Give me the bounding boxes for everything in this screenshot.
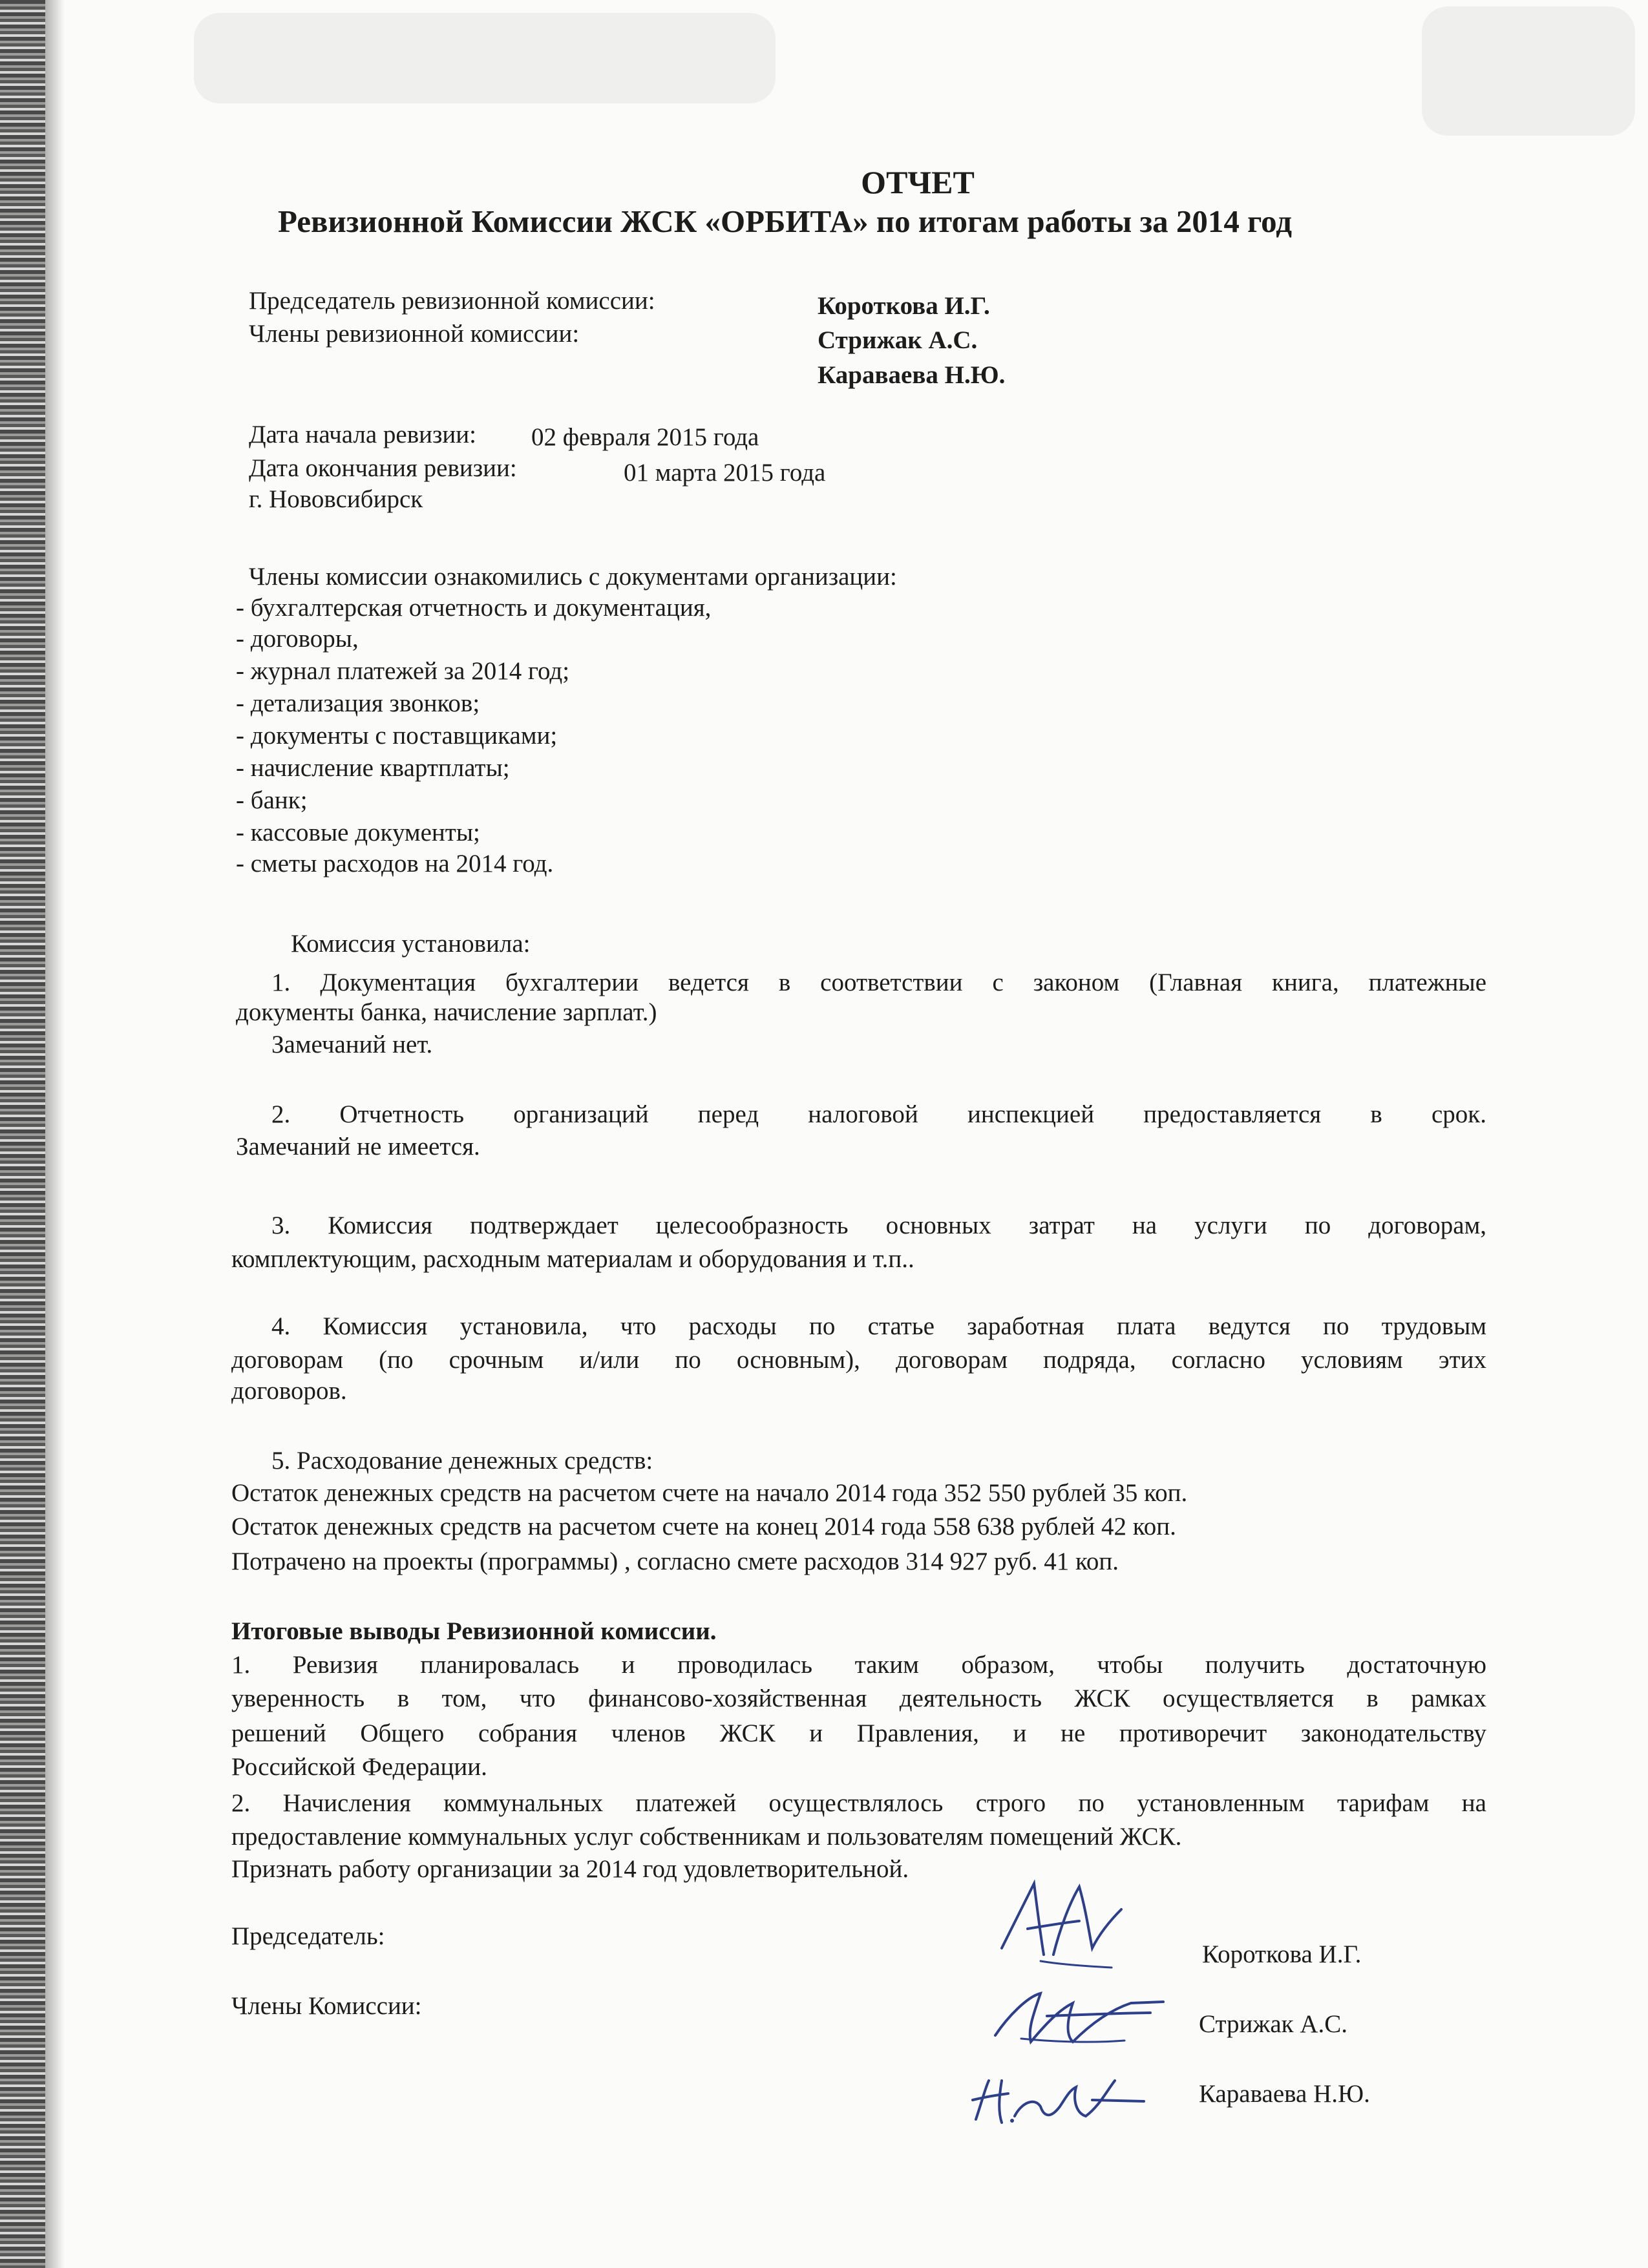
signature-member-2-name: Караваева Н.Ю. — [1199, 2080, 1370, 2108]
conclusions-title: Итоговые выводы Ревизионной комиссии. — [231, 1617, 717, 1645]
conclusion-1-line-4: Российской Федерации. — [231, 1753, 487, 1781]
documents-intro: Члены комиссии ознакомились с документами организации: — [249, 563, 897, 591]
finding-5-line-3: Потрачено на проекты (программы) , согласно смете расходов 314 927 руб. 41 коп. — [231, 1548, 1119, 1575]
findings-intro: Комиссия установила: — [291, 930, 531, 958]
finding-4-line-3: договоров. — [231, 1377, 347, 1405]
finding-5-line-1: Остаток денежных средств на расчетом счете на начало 2014 года 352 550 рублей 35 коп. — [231, 1479, 1188, 1507]
document-subtitle: Ревизионной Комиссии ЖСК «ОРБИТА» по итогам работы за 2014 год — [278, 204, 1293, 239]
document-item: - начисление квартплаты; — [236, 754, 510, 782]
conclusion-1-line-1: 1. Ревизия планировалась и проводилась таким образом, чтобы получить достаточную — [231, 1651, 1486, 1679]
signature-member-1-name: Стрижак А.С. — [1199, 2010, 1348, 2038]
finding-2-line-1: 2. Отчетность организаций перед налоговой инспекцией предоставляется в срок. — [271, 1100, 1486, 1128]
chair-label: Председатель ревизионной комиссии: — [249, 287, 655, 315]
signature-members-label: Члены Комиссии: — [231, 1992, 422, 2020]
document-item: - кассовые документы; — [236, 819, 480, 846]
document-item: - журнал платежей за 2014 год; — [236, 657, 570, 685]
city: г. Нововсибирск — [249, 485, 423, 513]
finding-1-line-2: документы банка, начисление зарплат.) — [236, 998, 657, 1026]
finding-3-line-1: 3. Комиссия подтверждает целесообразность основных затрат на услуги по договорам, — [271, 1212, 1486, 1239]
document-item: - детализация звонков; — [236, 689, 480, 717]
end-date-label: Дата окончания ревизии: — [249, 454, 517, 482]
finding-3-line-2: комплектующим, расходным материалам и оборудования и т.п.. — [231, 1245, 914, 1273]
document-item: - договоры, — [236, 625, 359, 653]
members-label: Члены ревизионной комиссии: — [249, 320, 580, 348]
member-2-signature-mark — [963, 2061, 1150, 2132]
end-date-value: 01 марта 2015 года — [624, 459, 826, 487]
conclusion-2-line-2: предоставление коммунальных услуг собственникам и пользователям помещений ЖСК. — [231, 1823, 1182, 1851]
conclusion-1-line-2: уверенность в том, что финансово-хозяйственная деятельность ЖСК осуществляется в рамках — [231, 1685, 1486, 1712]
finding-4-line-2: договорам (по срочным и/или по основным), договорам подряда, согласно условиям этих — [231, 1346, 1486, 1374]
finding-5-line-2: Остаток денежных средств на расчетом счете на конец 2014 года 558 638 рублей 42 коп. — [231, 1513, 1176, 1540]
finding-4-line-1: 4. Комиссия установила, что расходы по статье заработная плата ведутся по трудовым — [271, 1312, 1486, 1340]
start-date-label: Дата начала ревизии: — [249, 421, 476, 448]
start-date-value: 02 февраля 2015 года — [531, 423, 759, 451]
verdict: Признать работу организации за 2014 год удовлетворительной. — [231, 1855, 909, 1883]
member-1-signature-mark — [982, 1977, 1170, 2061]
finding-1-line-1: 1. Документация бухгалтерии ведется в соответствии с законом (Главная книга, платежные — [271, 969, 1486, 996]
member-name-1: Стрижак А.С. — [818, 326, 978, 354]
document-title: ОТЧЕТ — [861, 164, 975, 200]
conclusion-1-line-3: решений Общего собрания членов ЖСК и Правления, и не противоречит законодательству — [231, 1719, 1486, 1747]
chair-signature-mark — [982, 1871, 1131, 1974]
document-item: - банк; — [236, 786, 308, 814]
conclusion-2-line-1: 2. Начисления коммунальных платежей осуществлялось строго по установленным тарифам на — [231, 1789, 1486, 1817]
chair-name: Короткова И.Г. — [818, 292, 990, 320]
document-item: - бухгалтерская отчетность и документация, — [236, 594, 712, 622]
member-name-2: Караваева Н.Ю. — [818, 361, 1006, 389]
signature-chair-label: Председатель: — [231, 1922, 385, 1950]
finding-5-title: 5. Расходование денежных средств: — [271, 1447, 653, 1475]
finding-2-line-2: Замечаний не имеется. — [236, 1133, 480, 1160]
finding-1-note: Замечаний нет. — [271, 1031, 433, 1058]
signature-chair-name: Короткова И.Г. — [1202, 1940, 1362, 1968]
document-item: - документы с поставщиками; — [236, 722, 558, 750]
document-item: - сметы расходов на 2014 год. — [236, 850, 554, 877]
